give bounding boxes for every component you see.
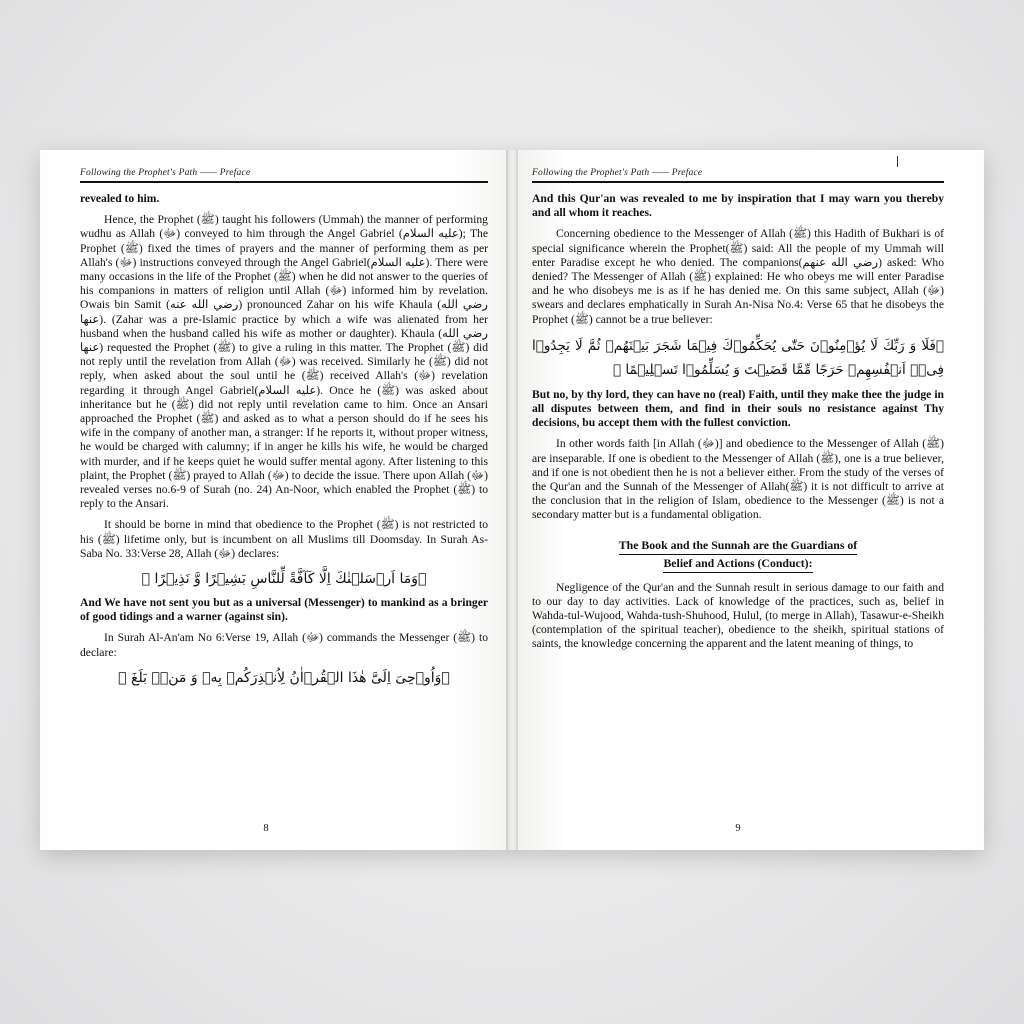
book-page-right bbox=[510, 150, 984, 850]
section-heading-line2: Belief and Actions (Conduct): bbox=[663, 555, 812, 573]
page-number-right: 9 bbox=[735, 823, 741, 834]
paragraph-left-2: It should be borne in mind that obedience to the Prophet (ﷺ) is not restricted to his (ﷺ) lifetime only, but is incumbent on all Muslims till Doomsday. In Surah As-Saba No. 33:Verse 28, Allah (ﷻ) declares: bbox=[80, 518, 489, 560]
verse-translation-left-1: And We have not sent you but as a universal (Messenger) to mankind as a bringer of good tidings and a warner (against sin). bbox=[80, 596, 488, 624]
page-number-left: 8 bbox=[263, 823, 269, 834]
section-heading-line1: The Book and the Sunnah are the Guardians of bbox=[619, 537, 857, 555]
quran-verse-left-2: ﴿وَاُوۡحِىَ اِلَىَّ هٰذَا الۡقُرۡاٰنُ لِاُنۡذِرَكُمۡ بِهٖ وَ مَنۡۢ بَلَغَ ﴾ bbox=[118, 669, 450, 686]
paragraph-right-0: Concerning obedience to the Messenger of Allah (ﷺ) this Hadith of Bukhari is of special significance wherein the Prophet(ﷺ) said: All the people of my Ummah will enter Paradise except he who denied. The companions(رضي الله عنهم) asked: Who denied? The Messenger of Allah (ﷺ) explained: He who obeys me will enter Paradise and he who disobeys me is as if he has denied me. On this same subject, Allah (ﷻ) swears and declares emphatically in Surah An-Nisa No.4: Verse 65 that he disobeys the Prophet (ﷺ) cannot be a true believer: bbox=[532, 227, 944, 326]
book-page-left bbox=[40, 150, 510, 850]
open-book bbox=[40, 150, 984, 850]
quran-verse-right: ﴿فَلَا وَ رَبِّكَ لَا يُؤۡمِنُوۡنَ حَتّٰى يُحَكِّمُوۡكَ فِيۡمَا شَجَرَ بَيۡنَهُمۡ ثُمَّ لَا يَجِدُوۡا فِىۡۤ اَنۡفُسِهِمۡ حَرَجًا مِّمَّا قَضَيۡتَ وَ يُسَلِّمُوۡا تَسۡلِيۡمًا ﴾ bbox=[532, 337, 944, 378]
page-mark bbox=[897, 156, 898, 167]
paragraph-left-0: revealed to him. bbox=[80, 192, 160, 205]
verse-translation-right: But no, by thy lord, they can have no (real) Faith, until they make thee the judge in all disputes between them, and find in their souls no resistance against Thy decisions, bu accept them with the fullest conviction. bbox=[532, 387, 944, 430]
paragraph-right-2: Negligence of the Qur'an and the Sunnah result in serious damage to our faith and to our day to day activities. Lack of knowledge of the practices, such as, belief in Wahda-tul-Wujood, Wahda-tush-Shuhood, Hulul, (to merge in Allah), Tasawur-e-Sheikh (contemplation of the spiritual teacher), obedience to the sheikh, spiritual stations of saints, the knowledge concerning the apparent and the latent meaning of things, to bbox=[532, 580, 944, 651]
section-heading bbox=[532, 537, 944, 573]
paragraph-left-1: Hence, the Prophet (ﷺ) taught his followers (Ummah) the manner of performing wudhu as Allah (ﷻ) conveyed to him through the Angel Gabriel (عليه السلام); The Prophet (ﷺ) fixed the times of prayers and the manner of performing them as per Allah's (ﷻ) instructions conveyed through the Angel Gabriel(عليه السلام). There were many occasions in the life of the Prophet (ﷺ) when he did not answer to the queries of his companions in matters of religion until Allah (ﷻ) informed him by revelation. Owais bin Samit (رضي الله عنه) pronounced Zahar on his wife Khaula (رضي الله عنها). (Zahar was a pre-Islamic practice by which a wife was alienated from her husband when the husband called his wife as mother or daughter). Khaula (رضي الله عنها) requested the Prophet (ﷺ) to give a ruling in this matter. The Prophet (ﷺ) did not reply until the revelation from Allah (ﷻ) was received. Similarly he (ﷺ) did not reply, when asked about the soul until he (ﷺ) received Allah's (ﷻ) revelation regarding it through Angel Gabriel(عليه السلام). Once he (ﷺ) was asked about inheritance but he (ﷺ) did not reply until revelation came to him. Once an Ansari approached the Prophet (ﷺ) and asked as to what a person should do if he sees his wife in the company of another man, a stranger: If he reports it, without proper witness, he would be charged with calumny; if in anger he kills his wife, he would be charged with murder, and if he keeps quiet he would suffer mental agony. After listening to this plaint, the Prophet (ﷺ) prayed to Allah (ﷻ) to decide the issue. There upon Allah (ﷻ) revealed verses no.6-9 of Surah (no. 24) An-Noor, which enabled the Prophet (ﷺ) to reply to the Ansari. bbox=[80, 213, 489, 511]
paragraph-right-1: In other words faith [in Allah (ﷻ)] and obedience to the Messenger of Allah (ﷺ) are inseparable. If one is obedient to the Messenger of Allah (ﷺ), one is a true believer, and if one is not obedient then he is not a believer either. From the study of the verses of the Qur'an and the Sunnah of the Messenger of Allah(ﷺ) it is not difficult to arrive at the conclusion that in the religion of Islam, obedience to the Messenger (ﷺ) is not a secondary matter but is a fundamental obligation. bbox=[532, 437, 944, 522]
running-head-right: Following the Prophet's Path —— Preface bbox=[532, 168, 703, 178]
paragraph-left-3: In Surah Al-An'am No 6:Verse 19, Allah (ﷻ) commands the Messenger (ﷺ) to declare: bbox=[80, 631, 488, 659]
header-rule-left bbox=[80, 181, 488, 183]
header-rule-right bbox=[532, 181, 944, 183]
quran-verse-left-1: ﴿وَمَا اَرۡسَلۡنٰكَ اِلَّا كَآفَّةً لِّلنَّاسِ بَشِيۡرًا وَّ نَذِيۡرًا ﴾ bbox=[141, 571, 427, 588]
verse-translation-right-top: And this Qur'an was revealed to me by inspiration that I may warn you thereby and all whom it reaches. bbox=[532, 192, 944, 220]
running-head-left: Following the Prophet's Path —— Preface bbox=[80, 168, 251, 178]
